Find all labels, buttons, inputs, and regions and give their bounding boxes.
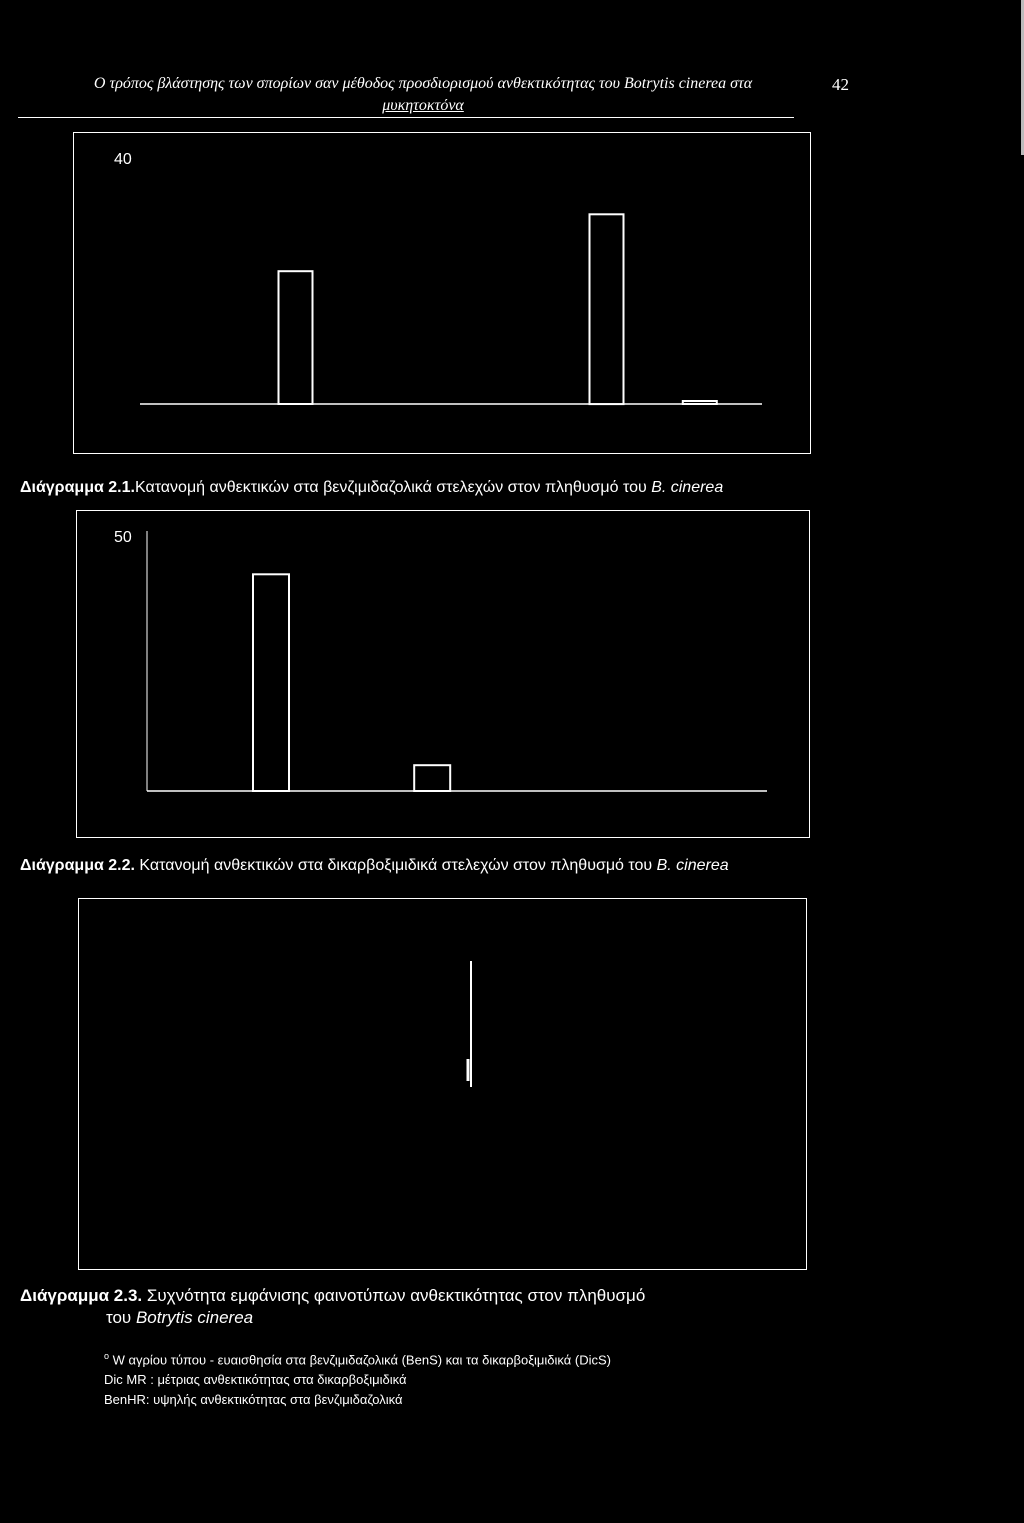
caption-2-3-prefix: του [106,1308,132,1327]
caption-2-1-text: Κατανομή ανθεκτικών στα βενζιμιδαζολικά στελεχών στον πληθυσμό του [134,479,647,496]
chart-2-2-bar-1 [253,574,289,791]
caption-2-3 [20,1285,645,1329]
caption-2-2-text: Κατανομή ανθεκτικών στα δικαρβοξιμιδικά στελεχών στον πληθυσμό του [134,857,653,874]
chart-2-2-ytick-label: 50 [114,529,132,546]
chart-2-2 [76,510,810,838]
caption-2-2-number: Διάγραμμα 2.2. [20,857,135,874]
legend-notes [104,1346,611,1410]
note-line-1 [104,1346,611,1370]
chart-2-2-svg [77,511,809,837]
header-title-line2: μυκητοκτόνα [382,97,464,114]
caption-2-3-number: Διάγραμμα 2.3. [20,1286,143,1305]
chart-2-1-svg [74,133,810,453]
note-line-1-text: W αγρίου τύπου - ευαισθησία στα βενζιμιδαζολικά (BenS) και τα δικαρβοξιμιδικά (DicS) [109,1352,611,1368]
note-line-2: Dic MR : μέτριας ανθεκτικότητας στα δικαρβοξιμιδικά [104,1372,407,1388]
chart-2-1-bar-1 [279,271,313,404]
chart-2-3 [78,898,807,1270]
note-line-1-sup: o [104,1351,110,1361]
caption-2-3-text: Συχνότητα εμφάνισης φαινοτύπων ανθεκτικότητας στον πληθυσμό [142,1286,646,1305]
caption-2-2-species: B. cinerea [656,857,729,874]
caption-2-2 [20,857,729,875]
chart-2-1 [73,132,811,454]
caption-2-1-number: Διάγραμμα 2.1. [20,479,135,496]
chart-2-2-bar-2 [414,765,450,791]
header-rule [18,117,794,118]
chart-2-1-bar-3 [683,401,717,404]
page-number: 42 [832,75,849,94]
caption-2-3-species: Botrytis cinerea [135,1308,254,1327]
running-header [38,73,808,117]
caption-2-1-species: B. cinerea [651,479,724,496]
chart-2-3-svg [79,899,806,1269]
caption-2-1 [20,479,723,497]
chart-2-1-ytick-label: 40 [114,151,132,168]
chart-2-1-bar-2 [590,214,624,404]
header-title-line1: Ο τρόπος βλάστησης των σπορίων σαν μέθοδος προσδιορισμού ανθεκτικότητας του Botrytis cinerea στα [93,75,753,92]
note-line-3: BenHR: υψηλής ανθεκτικότητας στα βενζιμιδαζολικά [104,1392,403,1408]
